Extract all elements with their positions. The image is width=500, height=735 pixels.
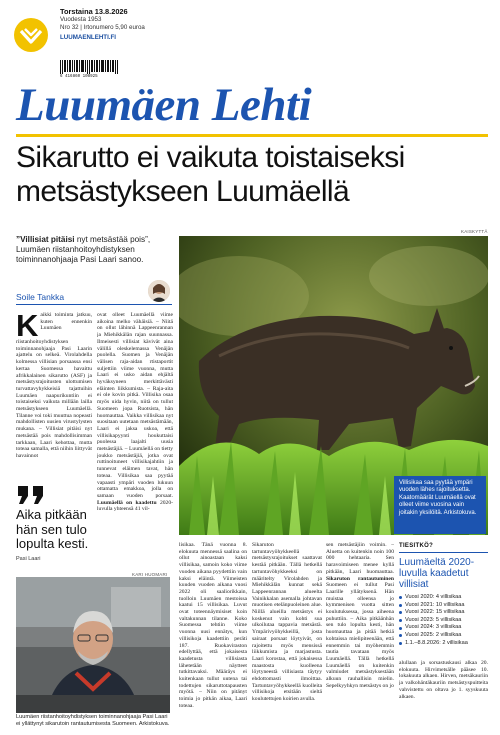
column-2-tail: 2020-luvulla yhteensä 41 vil-	[97, 499, 173, 513]
bullet-icon	[399, 611, 402, 614]
lead-quote	[16, 235, 172, 265]
column-2-text: ovat olleet Luumäellä viime aikoina melko vähäisiä. – Niitä on ollut lähinnä Lappeenrannan ja Miehikkälän rajan suunnassa. Ilmeisesti villisiat kävivät aina välillä oleskelemassa Venäjän puolella. Suomen ja Venäjän välisen raja-aidan rtistaportit suljettiin viime vuonna, mutta Laari ei usko aidan ehjältä hyväksyneen merkittävästi eläinten liikkumista. – Raja-aita ei ole kovin pitkä. Villisika osaa myös uida hyvin, niitä on tullut Suomeen jopa Ruotsista, hän huomauttaa. Vaikka villisikaa nyt suositaan uutetaan metsästämään, Laari ei jaksa uskoa, että villisikapyynti houkuttaisi puolessa laajalti uusia metsästäjiä. – Luumäellä on tietty joukko metsästäjiä, jotka ovat ruttinoituneet villisikajahtiin ja tunnevat eläimen tavat, hän toteaa. Villisikaa saa pyytää vapaasti ympäri vuoden lukuun ottamatta emakkoa, jolla on samaan vuoden porsaat.	[97, 312, 173, 499]
list-item: 1.1.–8.8.2026: 2 villisikaa	[399, 640, 488, 648]
factbox-label: TIESITKÖ?	[399, 543, 434, 549]
lead-quote-bold: ”Villisiat pitäisi	[16, 235, 75, 244]
article-column-4	[252, 542, 322, 730]
photo-credit-man: KARI HUOMARI	[132, 572, 168, 577]
website-link[interactable]: LUUMAENLEHTI.FI	[60, 34, 117, 41]
issue-info: Nro 32 | Irtonumero 5,90 euroa	[60, 24, 145, 31]
column-5-rest: Suomeen ei tullut Pasi Laarille yllätyksenä. Hän muistaa olleensa jo kymmenisen vuotta sitten koulutuksessa, jossa aiheena puhuttiin. – Aika pitkäänhän sen tulo lopulta kesti, hän huomauttaa ja pitää hetkiä kohtaissa mielipiteenään, että ennemmin tai myöhemmin tautia tavataan myös Luumäellä. Tällä hetkellä Luumäellä on kuitenkin valmiudet metsästyksestään alkuun rauhallisin mielin. Sepelkyyhkyn metsästys on jo	[326, 582, 394, 689]
boar-photo-caption: Villisikaa saa pyytää ympäri vuoden lähes rajoituksetta. Kaatomäärät Luumäellä ovat olleet viime vuosina vain joitakin yksilöitä. Arkistokuva.	[394, 476, 486, 534]
founded-year: Vuodesta 1953	[60, 16, 102, 23]
masthead-meta	[60, 8, 145, 42]
portrait-photo	[16, 577, 170, 713]
column-3-text: lisikaa. Tänä vuonna 8. elokuuta mennessä saalina on ollut ainoastaan kaksi villisikaa, samoin koko viime vuoden aikana pyydettiin vain kaksi eläintä. Viimeisten kuuden vuoden aikana vuosi 2022 oli saaliorikkain, tuolloin Luumäen mestoissa kaatui 15 villisikaa. Luvut ovat toteennäymisiset koin valtakunnan tilanne. Koko Suomessa tehtiin viime vuonna uusi ennätys, kun villisikoja kaadettiin peräti 187. Ruokaviraston edellyttää, että jokaisesta kaadetusta villisiasta lähetetään näytteet tutkittavaksi. Määräys ei kuitenkaan tullut uutena tai todettujen sikaruttotapausten myötä. – Niin on pitänyt toimia jo pitkän aikaa, Laari toteaa.	[179, 542, 247, 709]
list-item: Vuosi 2021: 10 villisikaa	[399, 602, 488, 610]
bullet-icon	[399, 604, 402, 607]
column-5-subhead: Sikaruton rantautuminen	[326, 575, 394, 582]
photo-credit-boar: KAISKYTTÄ	[461, 229, 488, 234]
quote-mark-icon	[16, 484, 48, 506]
pull-quote: Aika pitkään hän sen tulo lopulta kesti.	[16, 507, 89, 551]
newspaper-nameplate: Luumäen Lehti	[16, 79, 312, 131]
bullet-icon	[399, 619, 402, 622]
byline-divider	[16, 304, 172, 305]
masthead-top	[14, 6, 494, 79]
column-1-text: aikki toiminta jatkuu, kuten ennenkin Luumäen riistanhoitoyhdistyksen toiminnanohjaaja Pasi Laarin ajattelu on selkeä. Virolahdella kolmessa villisian porsaassa ensi kertaa Suomessa havaittu afrikkalainen sikarutto (ASF) ja metsästysrajoitusten ulottumisen turvattavyhykkeisiä tajattuihin Luumäen naapurikuntiin ei toistaiseksi vaikuta millään lailla metsästykseen Luumäellä. Tilanne voi toki muuttua nopeasti mahdollisten uusien virustylysten mukana. – Villisiat pitäisi nyt metsästää pois mahdollisimman tarkkaan, Laari kehottaa, mutta toteaa samalla, että niihin liittyvät havainnot	[16, 312, 92, 459]
newspaper-logo-icon	[14, 18, 48, 52]
factbox-title: Luumäeltä 2020-luvulla kaadetut villisiat	[399, 557, 475, 590]
article-column-6	[399, 660, 488, 730]
factbox-list	[399, 594, 488, 647]
bullet-icon	[399, 634, 402, 637]
column-4-text: Sikaruton tartuntavyöhykkeellä metsästysrajoitukset saattavat kestää pitkään. Tällä hetkellä tartuntavöhykkeeksi on määritelty Virolahden ja Miehikkälän kunnat sekä Lappeenrannan alueelta Vainikkalan asemalla johtavan muotisen etelänpuoleinen alue. Niillä alueilla metsästys ei koskenut vain kohti sua ulkoilutaa tappavia metsästä. Ympärivyöhykkeillä, josta sairaat porsaat löytyivät, on rajoitettu myös mensissä liikkumista ja marjastusta. Laari korostaa, että jokaisessa maastosta kuolleena löytyneestä villisiasta täytyy ehdottomasti ilmoittaa. Tartuntavyöhykkeellä kuolleita villisikoja etsitään sieltä koulutettujen koirien avulla.	[252, 542, 322, 703]
article-column-5	[326, 542, 394, 730]
list-item: Vuosi 2024: 3 villisikaa	[399, 624, 488, 632]
byline	[16, 280, 172, 310]
column-5-text: sen metsästäjiin voimin. – Aluetta on kuitenkin noin 100 000 hehtaaria. Sen haravoimiseen menee kyllä pitkään, Laari huomauttaa.	[326, 542, 394, 575]
author-name[interactable]: Soile Tankka	[16, 292, 65, 302]
bullet-icon	[399, 642, 402, 645]
list-item: Vuosi 2022: 15 villisikaa	[399, 609, 488, 617]
article-column-2	[97, 312, 173, 564]
bullet-icon	[399, 596, 402, 599]
article-column-1	[16, 312, 92, 480]
issue-date: Torstaina 13.8.2026	[60, 7, 128, 16]
masthead-divider	[16, 134, 488, 137]
portrait-photo-caption: Luumäen riistanhoitoyhdistyksen toiminnanohjaaja Pasi Laari ei yllättynyt sikarutoin rantautumisesta Suomeen. Arkistokuva.	[16, 714, 170, 727]
barcode-icon	[60, 60, 118, 79]
drop-cap: K	[16, 312, 39, 343]
barcode-number: 6 416860 108925	[60, 75, 98, 79]
list-item: Vuosi 2025: 2 villisikaa	[399, 632, 488, 640]
list-item: Vuosi 2023: 5 villisikaa	[399, 617, 488, 625]
list-item: Vuosi 2020: 4 villisikaa	[399, 594, 488, 602]
article-headline: Sikarutto ei vaikuta toistaiseksi metsästykseen Luumäellä	[16, 141, 405, 208]
factbox	[399, 543, 488, 655]
article-column-3	[179, 542, 247, 730]
column-2-subhead: Luumäellä on kaadettu	[97, 499, 157, 506]
factbox-divider	[399, 552, 488, 553]
lead-quote-rest: nyt metsästää pois”, Luumäen riistanhoitoyhdistyksen toiminnanohjaaja Pasi Laari sanoo.	[16, 235, 151, 264]
bullet-icon	[399, 627, 402, 630]
column-6-text: alullaan ja sorsastuskausi alkaa 20. elokuuta. Hirvimetsälle pääsee 10. lokakuuta alkaen. Hirven, metsäkauriin ja valkohäntäkauriin metsästyspuitteita vahvistettu on oltava jo 1. syyskuuta alkaen.	[399, 660, 488, 700]
author-avatar	[148, 280, 170, 302]
pull-quote-source: Pasi Laari	[16, 556, 41, 562]
